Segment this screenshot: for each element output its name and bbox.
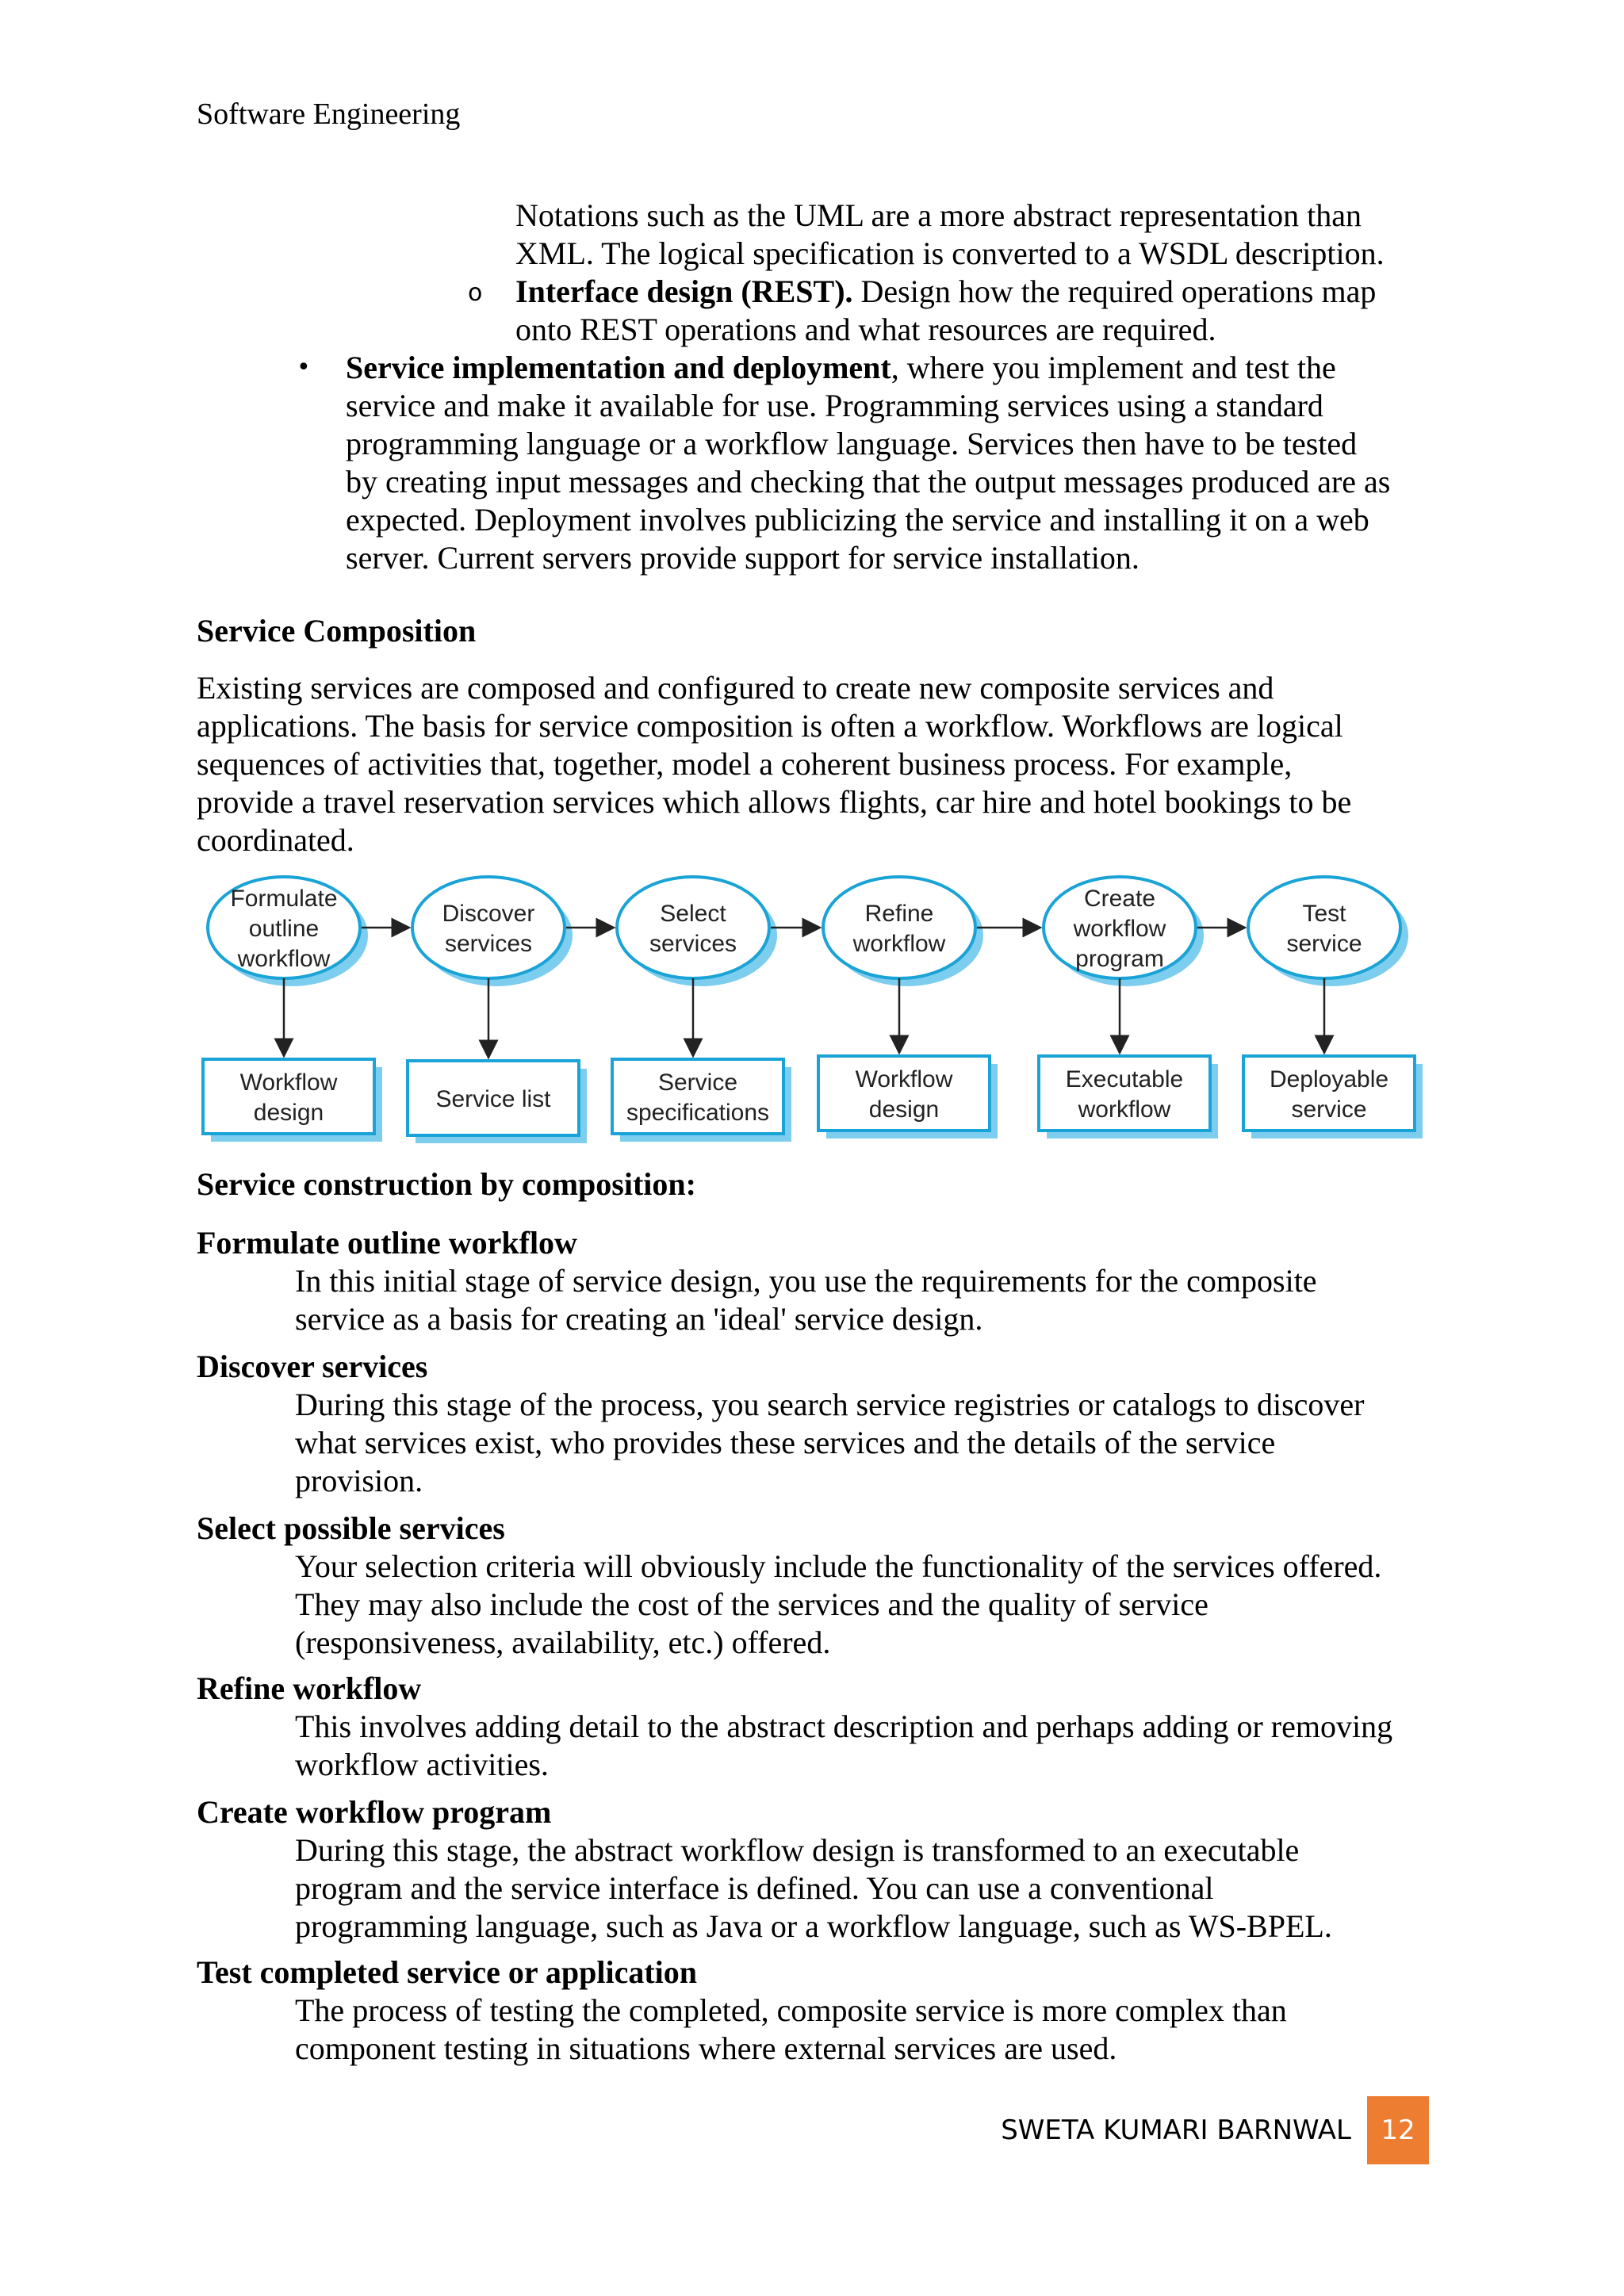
term-test: Test completed service or application bbox=[197, 1954, 698, 1990]
bullet-term: Service implementation and deployment bbox=[346, 350, 891, 385]
output-1-label-line-2: design bbox=[253, 1100, 324, 1126]
step-5-label-line-3: program bbox=[1075, 946, 1164, 972]
bullet-line-4: by creating input messages and checking that the output messages produced are as bbox=[346, 464, 1391, 499]
bullet-line-6: server. Current servers provide support for service installation. bbox=[346, 540, 1139, 576]
section-title-construction: Service construction by composition: bbox=[197, 1166, 696, 1202]
continuation-line-2: XML. The logical specification is converted to a WSDL description. bbox=[515, 235, 1385, 271]
def-refine-line-1: This involves adding detail to the abstract description and perhaps adding or removing bbox=[295, 1709, 1393, 1744]
output-3-label-line-1: Service bbox=[657, 1070, 738, 1096]
step-1-label-line-1: Formulate bbox=[230, 886, 338, 912]
output-2-label-line-1: Service list bbox=[435, 1086, 551, 1112]
page-number-badge: 12 bbox=[1367, 2096, 1429, 2164]
step-3-label-line-1: Select bbox=[660, 901, 726, 927]
bullet-text: , where you implement and test the bbox=[891, 350, 1336, 385]
step-3-label-line-2: services bbox=[649, 931, 737, 957]
step-1-label-line-3: workflow bbox=[237, 946, 331, 972]
term-create: Create workflow program bbox=[197, 1794, 552, 1830]
output-1-label-line-1: Workflow bbox=[239, 1070, 338, 1096]
bullet-line-5: expected. Deployment involves publicizing the service and installing it on a web bbox=[346, 502, 1369, 538]
step-1-label-line-2: outline bbox=[248, 916, 320, 942]
output-5-label-line-1: Executable bbox=[1065, 1066, 1184, 1093]
composition-line-4: provide a travel reservation services which allows flights, car hire and hotel bookings to be bbox=[197, 784, 1352, 820]
subitem-rest-text: Design how the required operations map bbox=[852, 274, 1377, 309]
continuation-line-1: Notations such as the UML are a more abstract representation than bbox=[515, 197, 1362, 233]
step-2-label-line-2: services bbox=[444, 931, 533, 957]
term-discover: Discover services bbox=[197, 1349, 428, 1384]
composition-line-1: Existing services are composed and configured to create new composite services and bbox=[197, 670, 1274, 706]
step-4-label-line-2: workflow bbox=[852, 931, 946, 957]
output-3-label-line-2: specifications bbox=[626, 1100, 770, 1126]
workflow-diagram-svg bbox=[197, 872, 1434, 1150]
step-3-ellipse bbox=[617, 877, 769, 978]
def-create-line-2: program and the service interface is defined. You can use a conventional bbox=[295, 1870, 1214, 1906]
output-6-label-line-2: service bbox=[1291, 1096, 1367, 1123]
def-formulate-line-1: In this initial stage of service design, you use the requirements for the composite bbox=[295, 1263, 1317, 1299]
subitem-rest-line-2: onto REST operations and what resources are required. bbox=[515, 312, 1216, 347]
bullet-line-2: service and make it available for use. Programming services using a standard bbox=[346, 388, 1323, 423]
output-4-label-line-1: Workflow bbox=[855, 1066, 953, 1093]
workflow-diagram bbox=[197, 872, 1434, 1150]
def-formulate-line-2: service as a basis for creating an 'ideal' service design. bbox=[295, 1301, 983, 1337]
composition-line-5: coordinated. bbox=[197, 822, 354, 858]
footer-author: SWETA KUMARI BARNWAL bbox=[1001, 2114, 1351, 2146]
step-6-label-line-1: Test bbox=[1302, 901, 1346, 927]
running-header: Software Engineering bbox=[197, 98, 461, 131]
composition-line-3: sequences of activities that, together, model a coherent business process. For example, bbox=[197, 746, 1293, 782]
def-select-line-3: (responsiveness, availability, etc.) offered. bbox=[295, 1624, 831, 1660]
step-6-label-line-2: service bbox=[1286, 931, 1362, 957]
subitem-rest bbox=[515, 273, 1376, 311]
def-discover-line-1: During this stage of the process, you search service registries or catalogs to discover bbox=[295, 1387, 1365, 1422]
circle-bullet-icon: o bbox=[468, 279, 483, 307]
bullet-icon: • bbox=[297, 354, 311, 381]
bullet-line-1 bbox=[346, 349, 1336, 387]
output-4-label-line-2: design bbox=[868, 1096, 940, 1123]
subitem-rest-term: Interface design (REST). bbox=[515, 274, 853, 309]
step-6-ellipse bbox=[1248, 877, 1400, 978]
step-5-label-line-1: Create bbox=[1083, 886, 1156, 912]
term-formulate: Formulate outline workflow bbox=[197, 1225, 577, 1261]
section-title-composition: Service Composition bbox=[197, 613, 477, 649]
step-5-label-line-2: workflow bbox=[1073, 916, 1166, 942]
def-discover-line-2: what services exist, who provides these services and the details of the service bbox=[295, 1425, 1276, 1460]
def-select-line-1: Your selection criteria will obviously include the functionality of the services offered. bbox=[295, 1548, 1382, 1584]
def-create-line-3: programming language, such as Java or a workflow language, such as WS-BPEL. bbox=[295, 1908, 1332, 1944]
def-refine-line-2: workflow activities. bbox=[295, 1747, 549, 1782]
output-5-label-line-2: workflow bbox=[1078, 1096, 1171, 1123]
step-4-label-line-1: Refine bbox=[864, 901, 934, 927]
def-select-line-2: They may also include the cost of the services and the quality of service bbox=[295, 1586, 1208, 1622]
composition-line-2: applications. The basis for service composition is often a workflow. Workflows are logical bbox=[197, 708, 1343, 744]
def-test-line-1: The process of testing the completed, composite service is more complex than bbox=[295, 1992, 1287, 2028]
step-2-label-line-1: Discover bbox=[442, 901, 535, 927]
bullet-line-3: programming language or a workflow language. Services then have to be tested bbox=[346, 426, 1358, 461]
term-select: Select possible services bbox=[197, 1510, 505, 1546]
def-create-line-1: During this stage, the abstract workflow design is transformed to an executable bbox=[295, 1832, 1300, 1868]
term-refine: Refine workflow bbox=[197, 1670, 422, 1706]
step-2-ellipse bbox=[412, 877, 565, 978]
def-discover-line-3: provision. bbox=[295, 1463, 423, 1498]
def-test-line-2: component testing in situations where external services are used. bbox=[295, 2030, 1117, 2066]
output-6-label-line-1: Deployable bbox=[1269, 1066, 1389, 1093]
step-4-ellipse bbox=[823, 877, 975, 978]
